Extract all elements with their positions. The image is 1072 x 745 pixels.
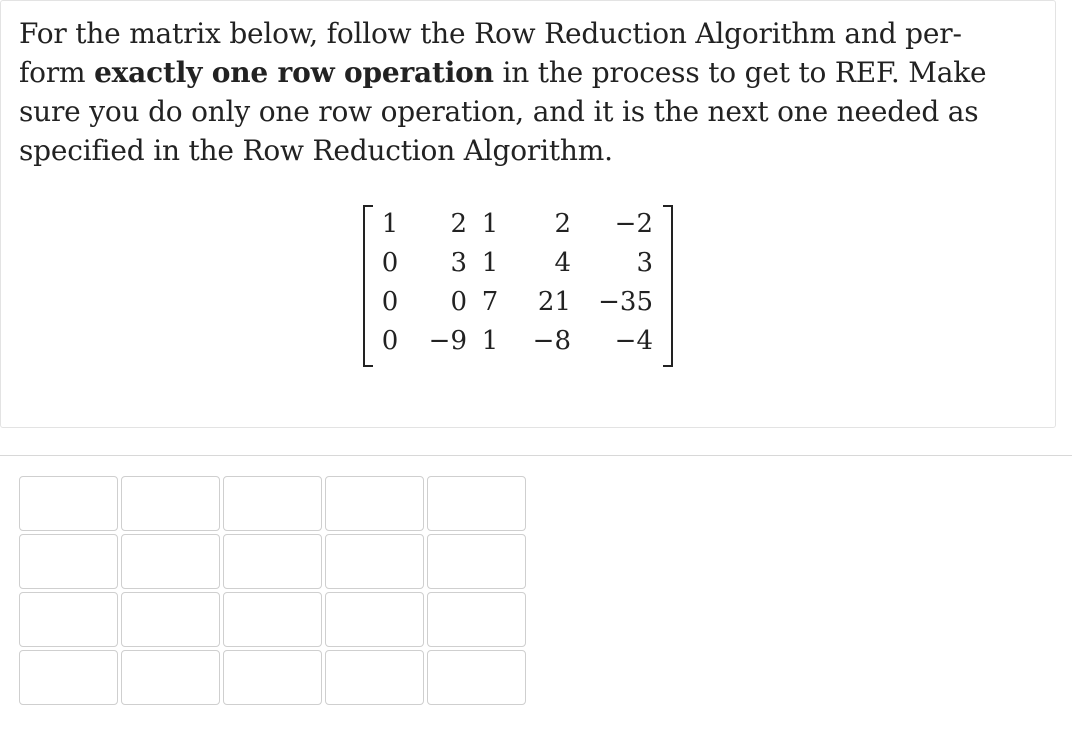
prompt-emphasis: exactly one row operation [94, 56, 494, 89]
section-divider [0, 455, 1072, 456]
answer-cell-input[interactable] [325, 534, 424, 589]
matrix-cell: 0 [381, 286, 399, 317]
matrix-row [375, 321, 661, 360]
matrix-cell: 4 [554, 247, 571, 278]
answer-cell-input[interactable] [427, 592, 526, 647]
matrix-row [375, 243, 661, 282]
matrix-cell: −2 [614, 208, 653, 239]
answer-cell-input[interactable] [19, 650, 118, 705]
matrix-cell: 1 [481, 325, 499, 356]
matrix-cell: 2 [450, 208, 467, 239]
answer-cell-input[interactable] [325, 592, 424, 647]
matrix-cell: −8 [532, 325, 571, 356]
matrix-row [375, 204, 661, 243]
answer-cell-input[interactable] [19, 592, 118, 647]
answer-cell-input[interactable] [121, 592, 220, 647]
answer-cell-input[interactable] [19, 476, 118, 531]
matrix-cell: 1 [481, 208, 499, 239]
answer-cell-input[interactable] [325, 476, 424, 531]
answer-cell-input[interactable] [121, 476, 220, 531]
answer-cell-input[interactable] [427, 476, 526, 531]
answer-cell-input[interactable] [427, 534, 526, 589]
matrix [357, 199, 679, 375]
answer-cell-input[interactable] [325, 650, 424, 705]
matrix-cell: 2 [554, 208, 571, 239]
matrix-cell: 0 [381, 247, 399, 278]
matrix-left-bracket [363, 205, 373, 367]
answer-cell-input[interactable] [223, 476, 322, 531]
answer-cell-input[interactable] [121, 650, 220, 705]
matrix-cell: 1 [481, 247, 499, 278]
matrix-cell: 0 [381, 325, 399, 356]
answer-cell-input[interactable] [121, 534, 220, 589]
matrix-cell: 3 [636, 247, 653, 278]
matrix-table [375, 204, 661, 360]
answer-cell-input[interactable] [223, 650, 322, 705]
matrix-cell: −35 [598, 286, 653, 317]
prompt-line-1: For the matrix below, follow the Row Reduction Algorithm and per- [19, 17, 962, 50]
answer-cell-input[interactable] [223, 592, 322, 647]
prompt-line-2-end: in the process to get to REF. Make [493, 56, 987, 89]
matrix-cell: −4 [614, 325, 653, 356]
question-prompt [19, 14, 1019, 170]
matrix-right-bracket [663, 205, 673, 367]
matrix-cell: 7 [481, 286, 499, 317]
matrix-cell: 0 [450, 286, 467, 317]
prompt-line-2-start: form [19, 56, 95, 89]
answer-cell-input[interactable] [427, 650, 526, 705]
prompt-line-4: specified in the Row Reduction Algorithm. [19, 134, 613, 167]
matrix-cell: 21 [537, 286, 571, 317]
matrix-row [375, 282, 661, 321]
answer-cell-input[interactable] [223, 534, 322, 589]
matrix-cell: 1 [381, 208, 399, 239]
matrix-cell: 3 [450, 247, 467, 278]
prompt-line-3: sure you do only one row operation, and it is the next one needed as [19, 95, 979, 128]
answer-cell-input[interactable] [19, 534, 118, 589]
answer-matrix-grid [19, 476, 526, 705]
matrix-cell: −9 [428, 325, 467, 356]
